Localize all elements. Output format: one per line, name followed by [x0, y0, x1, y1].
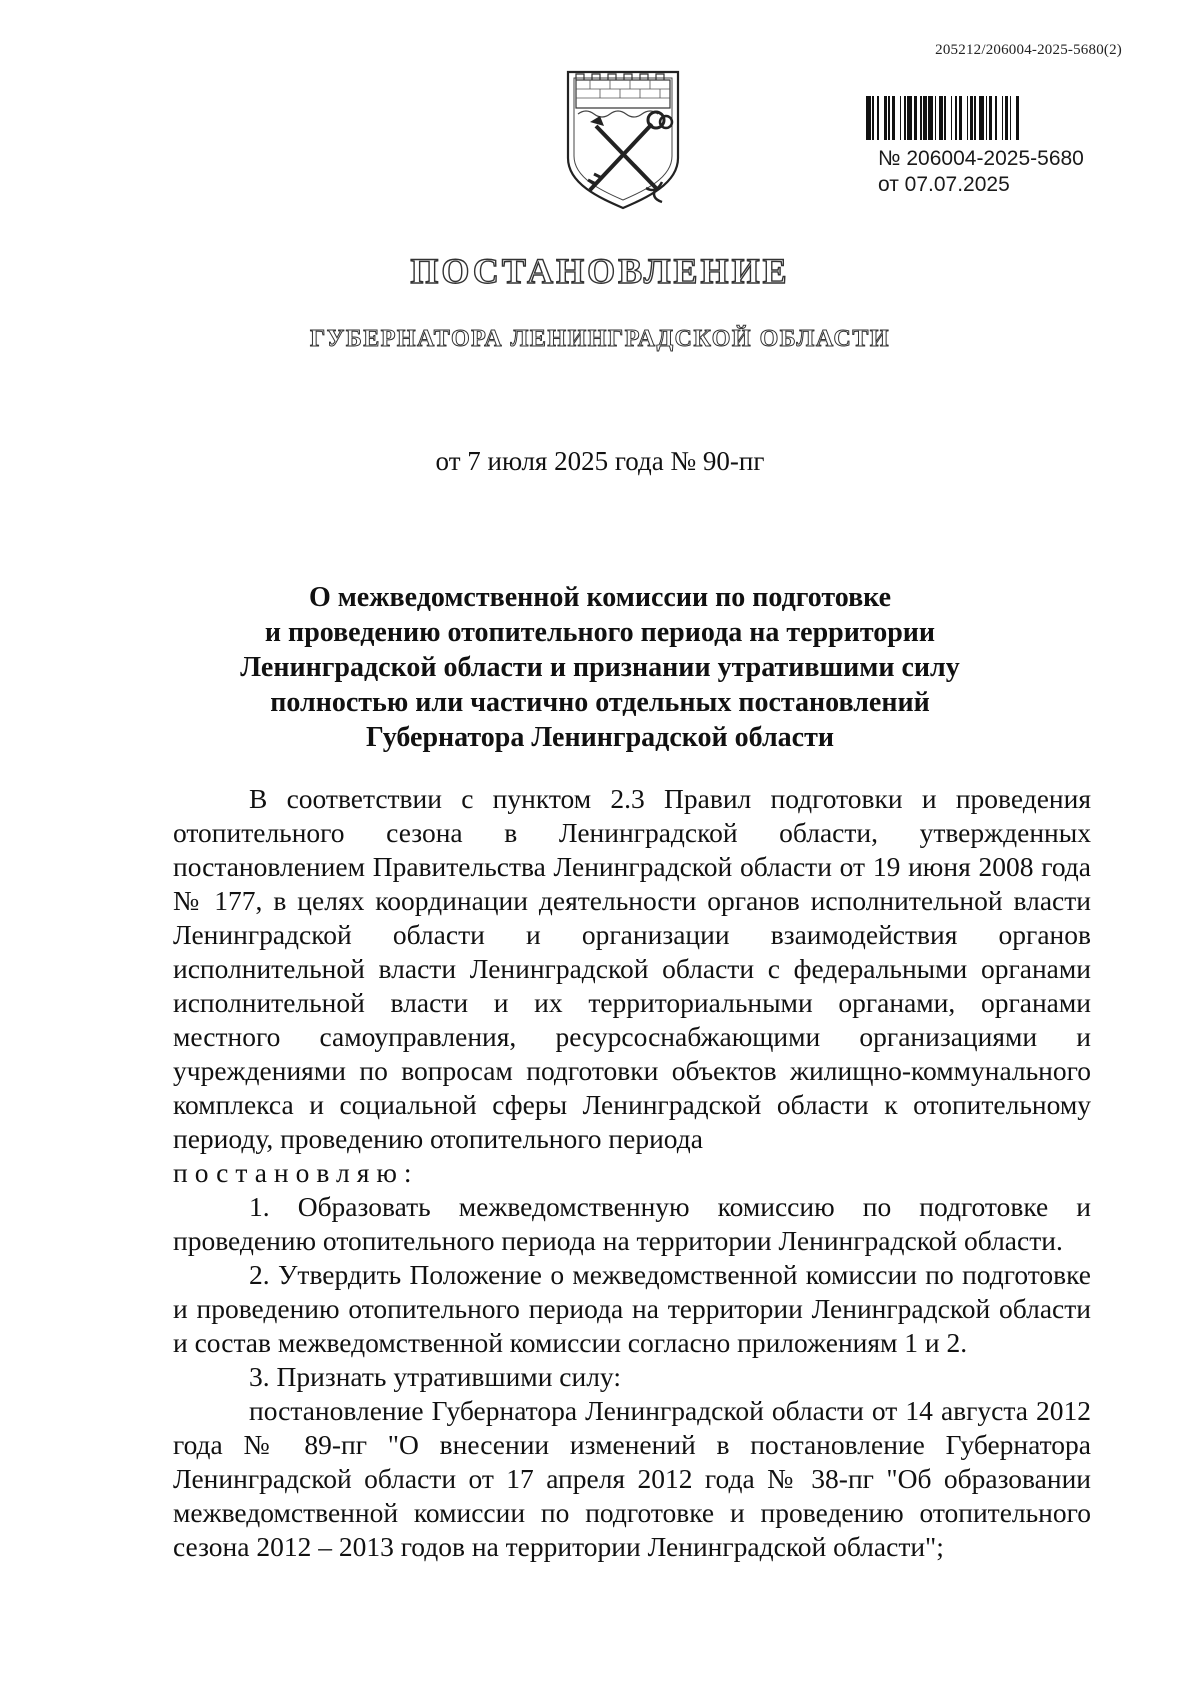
item-1-paragraph: 1. Образовать межведомственную комиссию по подготовке и проведению отопительного периода на территории Ленинградской области. [173, 1191, 1091, 1256]
decree-word: постановляю: [173, 1157, 419, 1188]
document-date-number: от 7 июля 2025 года № 90-пг [435, 446, 765, 476]
heading-line: полностью или частично отдельных постановлений [270, 687, 930, 718]
document-heading [0, 580, 1200, 755]
document-body [173, 782, 1091, 1564]
registration-date: от 07.07.2025 [878, 173, 1010, 196]
heading-line: Губернатора Ленинградской области [366, 722, 834, 753]
registration-block [878, 146, 1084, 198]
heading-line: и проведению отопительного периода на территории [264, 617, 936, 648]
preamble-paragraph: В соответствии с пунктом 2.3 Правил подготовки и проведения отопительного сезона в Ленинградской области, утвержденных постановлением Правительства Ленинградской области от 19 июня 2008 года № 177, в целях координации деятельности органов исполнительной власти Ленинградской области и организации взаимодействия органов исполнительной власти Ленинградской области с федеральными органами исполнительной власти и их территориальными органами, органами местного самоуправления, ресурсоснабжающими организациями и учреждениями по вопросам подготовки объектов жилищно-коммунального комплекса и социальной сферы Ленинградской области к отопительному периоду, проведению отопительного периода [173, 783, 1091, 1154]
issuer-title: ГУБЕРНАТОРА ЛЕНИНГРАДСКОЙ ОБЛАСТИ [309, 326, 891, 352]
item-3a-paragraph: постановление Губернатора Ленинградской области от 14 августа 2012 года № 89-пг "О внесении изменений в постановление Губернатора Ленинградской области от 17 апреля 2012 года № 38-пг "Об образовании межведомственной комиссии по подготовке и проведению отопительного сезона 2012 – 2013 годов на территории Ленинградской области"; [173, 1395, 1091, 1562]
item-3-paragraph: 3. Признать утратившими силу: [249, 1361, 621, 1392]
reference-number: 205212/206004-2025-5680(2) [935, 42, 1122, 58]
heading-line: О межведомственной комиссии по подготовке [308, 582, 892, 613]
coat-of-arms-icon [560, 62, 686, 210]
barcode-icon [866, 96, 1126, 140]
document-type-title: ПОСТАНОВЛЕНИЕ [410, 251, 790, 291]
heading-line: Ленинградской области и признании утратившими силу [240, 652, 960, 683]
registration-number: № 206004-2025-5680 [878, 147, 1084, 170]
item-2-paragraph: 2. Утвердить Положение о межведомственной комиссии по подготовке и проведению отопительного периода на территории Ленинградской области и состав межведомственной комиссии согласно приложениям 1 и 2. [173, 1259, 1091, 1358]
